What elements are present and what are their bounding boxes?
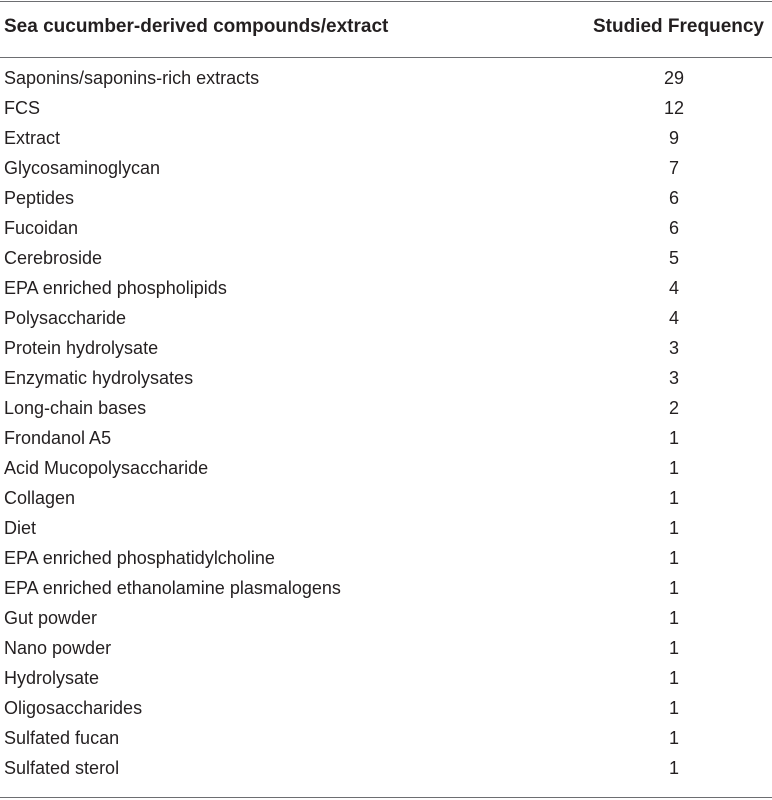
table-row — [0, 486, 772, 516]
studied-frequency: 1 — [668, 668, 679, 688]
compound-name: Sulfated fucan — [4, 728, 120, 748]
studied-frequency: 1 — [668, 518, 679, 538]
table-row — [0, 66, 772, 96]
table-row — [0, 366, 772, 396]
compound-name: Protein hydrolysate — [4, 338, 159, 358]
studied-frequency: 1 — [668, 428, 679, 448]
compound-name: Sulfated sterol — [4, 758, 120, 778]
table-row — [0, 186, 772, 216]
compound-name: Acid Mucopolysaccharide — [4, 458, 209, 478]
table-row — [0, 246, 772, 276]
table-row — [0, 726, 772, 756]
table-row — [0, 696, 772, 726]
table-row — [0, 456, 772, 486]
compound-name: Hydrolysate — [4, 668, 100, 688]
compound-name: Polysaccharide — [4, 308, 127, 328]
studied-frequency: 6 — [668, 188, 679, 208]
studied-frequency: 1 — [668, 638, 679, 658]
compound-name: Collagen — [4, 488, 76, 508]
studied-frequency: 1 — [668, 608, 679, 628]
table-row — [0, 546, 772, 576]
compound-name: Long-chain bases — [4, 398, 147, 418]
header-rule — [0, 57, 772, 58]
table-row — [0, 576, 772, 606]
studied-frequency: 2 — [668, 398, 679, 418]
studied-frequency: 1 — [668, 458, 679, 478]
compound-name: Extract — [4, 128, 61, 148]
compound-name: Frondanol A5 — [4, 428, 112, 448]
table-row — [0, 126, 772, 156]
studied-frequency: 1 — [668, 578, 679, 598]
table-row — [0, 336, 772, 366]
compound-name: EPA enriched ethanolamine plasmalogens — [4, 578, 341, 598]
table-row — [0, 636, 772, 666]
compound-name: Glycosaminoglycan — [4, 158, 161, 178]
studied-frequency: 6 — [668, 218, 679, 238]
studied-frequency: 12 — [663, 98, 685, 118]
compound-name: EPA enriched phospholipids — [4, 278, 227, 298]
table-row — [0, 156, 772, 186]
compound-name: Diet — [4, 518, 37, 538]
studied-frequency: 1 — [668, 728, 679, 748]
compound-name: FCS — [4, 98, 40, 118]
compound-name: Saponins/saponins-rich extracts — [4, 68, 260, 88]
studied-frequency: 9 — [668, 128, 679, 148]
studied-frequency: 7 — [668, 158, 679, 178]
studied-frequency: 29 — [663, 68, 685, 88]
table-row — [0, 276, 772, 306]
studied-frequency: 1 — [668, 548, 679, 568]
studied-frequency: 1 — [668, 488, 679, 508]
compound-name: Oligosaccharides — [4, 698, 143, 718]
table-row — [0, 606, 772, 636]
studied-frequency: 4 — [668, 278, 679, 298]
studied-frequency: 5 — [668, 248, 679, 268]
bottom-rule — [0, 797, 772, 798]
table-body — [0, 66, 772, 786]
studied-frequency: 3 — [668, 338, 679, 358]
studied-frequency: 3 — [668, 368, 679, 388]
compound-name: Peptides — [4, 188, 75, 208]
table-row — [0, 306, 772, 336]
table-row — [0, 96, 772, 126]
table-row — [0, 426, 772, 456]
studied-frequency: 1 — [668, 698, 679, 718]
compound-name: Gut powder — [4, 608, 98, 628]
compound-name: Cerebroside — [4, 248, 103, 268]
table-row — [0, 756, 772, 786]
compound-name: Fucoidan — [4, 218, 79, 238]
table-row — [0, 396, 772, 426]
table-row — [0, 216, 772, 246]
compound-name: Enzymatic hydrolysates — [4, 368, 194, 388]
table-header — [0, 0, 772, 57]
compound-name: EPA enriched phosphatidylcholine — [4, 548, 275, 568]
header-frequency: Studied Frequency — [592, 16, 764, 37]
table-row — [0, 516, 772, 546]
studied-frequency: 1 — [668, 758, 679, 778]
table-row — [0, 666, 772, 696]
studied-frequency: 4 — [668, 308, 679, 328]
compound-name: Nano powder — [4, 638, 112, 658]
header-compound: Sea cucumber-derived compounds/extract — [4, 16, 389, 37]
